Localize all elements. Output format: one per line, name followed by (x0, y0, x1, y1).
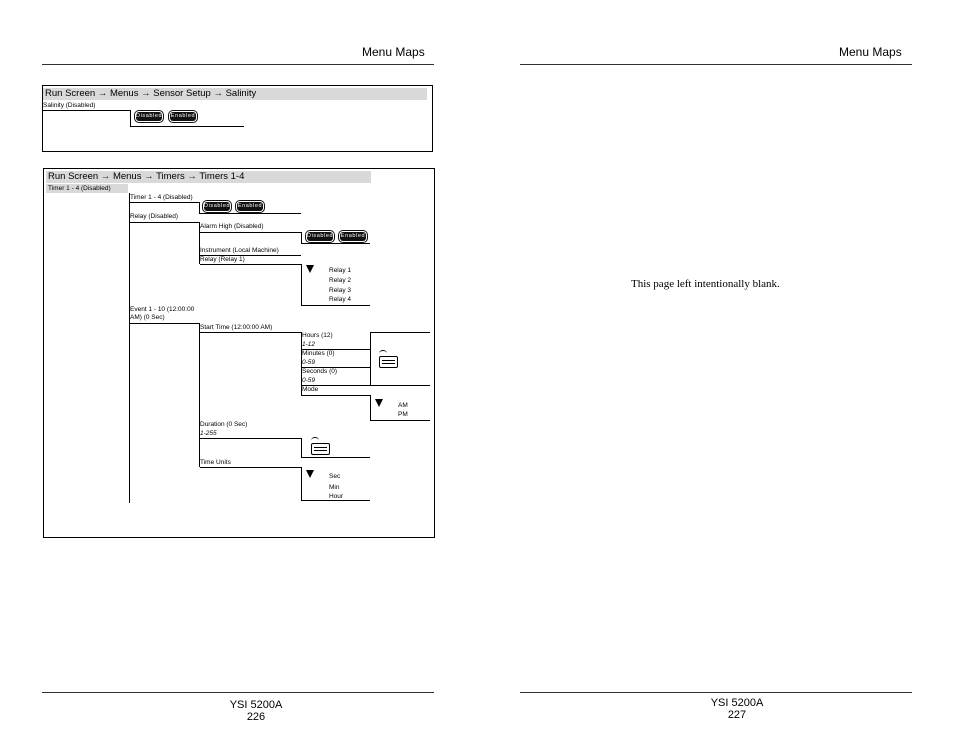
timers-root-item: Timer 1 - 4 (Disabled) (46, 184, 128, 193)
right-header-rule (520, 64, 912, 65)
relay-item: Relay (Disabled) (130, 213, 179, 220)
left-footer-model: YSI 5200A (229, 699, 283, 711)
unit-option-sec[interactable]: Sec (329, 473, 341, 480)
unit-option-min[interactable]: Min (329, 484, 340, 491)
event-item-line2: AM) (0 Sec) (130, 314, 165, 321)
timer-enabled-button[interactable]: Enabled (237, 203, 263, 209)
salinity-enabled-button[interactable]: Enabled (170, 113, 196, 119)
dropdown-arrow-icon (306, 470, 314, 478)
relay-option-4[interactable]: Relay 4 (329, 296, 352, 303)
left-page-number: 226 (246, 711, 266, 723)
instrument-item: Instrument (Local Machine) (200, 247, 279, 254)
start-time-item: Start Time (12:00:00 AM) (200, 324, 273, 331)
duration-item: Duration (0 Sec) (200, 421, 248, 428)
relay-option-1[interactable]: Relay 1 (329, 267, 352, 274)
mode-item: Mode (302, 386, 319, 393)
keypad-icon (311, 443, 330, 455)
mode-option-am[interactable]: AM (398, 402, 408, 409)
relay-option-2[interactable]: Relay 2 (329, 277, 352, 284)
salinity-breadcrumb: Run Screen → Menus → Sensor Setup → Salinity (43, 88, 427, 100)
alarm-disabled-button[interactable]: Disabled (307, 233, 334, 239)
right-footer-model: YSI 5200A (710, 697, 764, 709)
mode-option-pm[interactable]: PM (398, 411, 408, 418)
dropdown-arrow-icon (306, 265, 314, 273)
left-header-rule (42, 64, 434, 65)
right-page-header: Menu Maps (839, 45, 902, 59)
event-item-line1: Event 1 - 10 (12:00:00 (130, 306, 195, 313)
left-page-header: Menu Maps (362, 45, 425, 59)
left-footer-rule (42, 692, 434, 693)
time-units-item: Time Units (200, 459, 231, 466)
timers-breadcrumb: Run Screen → Menus → Timers → Timers 1-4 (46, 171, 371, 183)
timer-disabled-button[interactable]: Disabled (204, 203, 231, 209)
timer-item: Timer 1 - 4 (Disabled) (130, 194, 193, 201)
right-page-number: 227 (727, 709, 747, 721)
minutes-item: Minutes (0) (302, 350, 335, 357)
right-footer-rule (520, 692, 912, 693)
hours-item: Hours (12) (302, 332, 333, 339)
blank-page-note: This page left intentionally blank. (631, 278, 780, 290)
unit-option-hour[interactable]: Hour (329, 493, 344, 500)
alarm-enabled-button[interactable]: Enabled (340, 233, 366, 239)
seconds-range: 0-59 (302, 377, 316, 384)
duration-range: 1-255 (200, 430, 217, 437)
alarm-high-item: Alarm High (Disabled) (200, 223, 264, 230)
seconds-item: Seconds (0) (302, 368, 338, 375)
dropdown-arrow-icon (375, 399, 383, 407)
relay-relay-item: Relay (Relay 1) (200, 256, 245, 263)
salinity-disabled-button[interactable]: Disabled (136, 113, 163, 119)
hours-range: 1-12 (302, 341, 316, 348)
keypad-icon (379, 356, 398, 368)
salinity-item: Salinity (Disabled) (43, 102, 96, 109)
minutes-range: 0-59 (302, 359, 316, 366)
relay-option-3[interactable]: Relay 3 (329, 287, 352, 294)
